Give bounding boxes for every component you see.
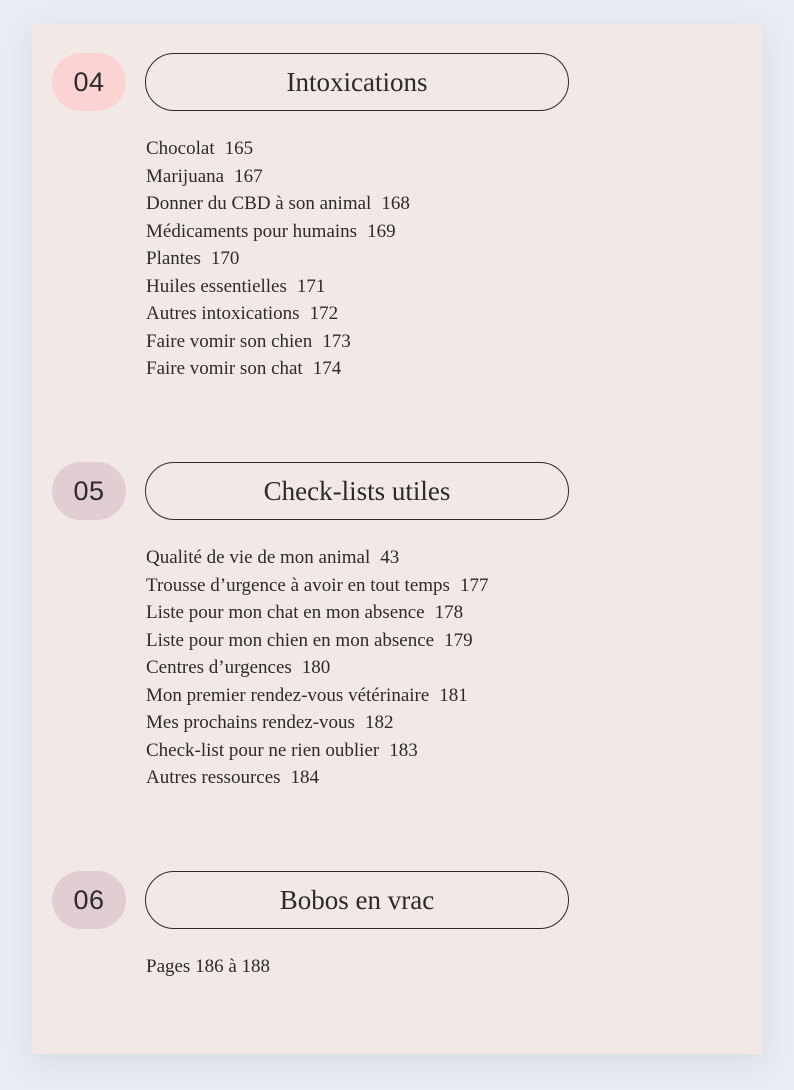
entry-page-number: 178 — [434, 602, 464, 623]
list-item[interactable] — [146, 273, 410, 301]
entry-label: Trousse d’urgence à avoir en tout temps — [146, 574, 450, 596]
entry-list — [146, 135, 410, 383]
entry-label: Qualité de vie de mon animal — [146, 547, 371, 568]
entry-label: Check-list pour ne rien oublier — [146, 739, 380, 761]
entry-page-number: 181 — [439, 684, 468, 706]
entry-label: Médicaments pour humains — [146, 220, 358, 242]
entry-page-number: 179 — [444, 629, 473, 651]
list-item[interactable] — [146, 627, 488, 655]
section-title: Intoxications — [145, 53, 569, 111]
list-item[interactable] — [146, 355, 410, 383]
list-item[interactable] — [146, 245, 410, 273]
list-item[interactable] — [146, 737, 488, 765]
list-item[interactable] — [146, 190, 410, 218]
section-number-badge: 06 — [52, 871, 126, 929]
entry-page-number: 173 — [322, 330, 351, 352]
list-item[interactable] — [146, 599, 488, 627]
list-item[interactable] — [146, 328, 410, 356]
table-of-contents-page — [32, 24, 762, 1054]
entry-page-number: 168 — [381, 193, 410, 214]
entry-page-number: 43 — [380, 547, 400, 568]
list-item[interactable] — [146, 764, 488, 792]
entry-label: Autres ressources — [146, 767, 281, 788]
entry-label: Faire vomir son chat — [146, 358, 303, 379]
entry-page-number: 169 — [367, 220, 396, 242]
list-item[interactable] — [146, 544, 488, 572]
section-number-badge: 05 — [52, 462, 126, 520]
entry-page-number: 174 — [312, 358, 342, 379]
entry-label: Chocolat — [146, 138, 215, 159]
entry-label: Liste pour mon chat en mon absence — [146, 602, 425, 623]
entry-label: Donner du CBD à son animal — [146, 193, 372, 214]
list-item[interactable] — [146, 300, 410, 328]
list-item[interactable] — [146, 654, 488, 682]
list-item[interactable] — [146, 218, 410, 246]
entry-label: Mes prochains rendez-vous — [146, 712, 355, 733]
entry-page-number: 171 — [296, 275, 326, 297]
list-item[interactable] — [146, 682, 488, 710]
entry-page-number: 177 — [459, 574, 489, 596]
entry-label: Liste pour mon chien en mon absence — [146, 629, 435, 651]
entry-list — [146, 544, 488, 792]
entry-page-number: 184 — [290, 767, 320, 788]
section-title: Check-lists utiles — [145, 462, 569, 520]
entry-page-number: 165 — [224, 138, 254, 159]
entry-page-number: 172 — [309, 303, 339, 324]
list-item[interactable] — [146, 572, 488, 600]
entry-page-number: 183 — [389, 739, 418, 761]
entry-page-number: 170 — [210, 248, 240, 269]
entry-page-number: 182 — [364, 712, 394, 733]
entry-label: Centres d’urgences — [146, 657, 292, 678]
section-title: Bobos en vrac — [145, 871, 569, 929]
entry-label: Marijuana — [146, 165, 225, 187]
section-number-badge: 04 — [52, 53, 126, 111]
list-item[interactable] — [146, 163, 410, 191]
entry-page-number: 180 — [301, 657, 331, 678]
entry-page-number: 167 — [234, 165, 263, 187]
entry-label: Faire vomir son chien — [146, 330, 313, 352]
list-item[interactable] — [146, 135, 410, 163]
entry-label: Huiles essentielles — [146, 275, 287, 297]
entry-label: Plantes — [146, 248, 201, 269]
page-range-note[interactable]: Pages 186 à 188 — [146, 956, 271, 977]
entry-label: Autres intoxications — [146, 303, 300, 324]
list-item[interactable] — [146, 709, 488, 737]
entry-label: Mon premier rendez-vous vétérinaire — [146, 684, 430, 706]
